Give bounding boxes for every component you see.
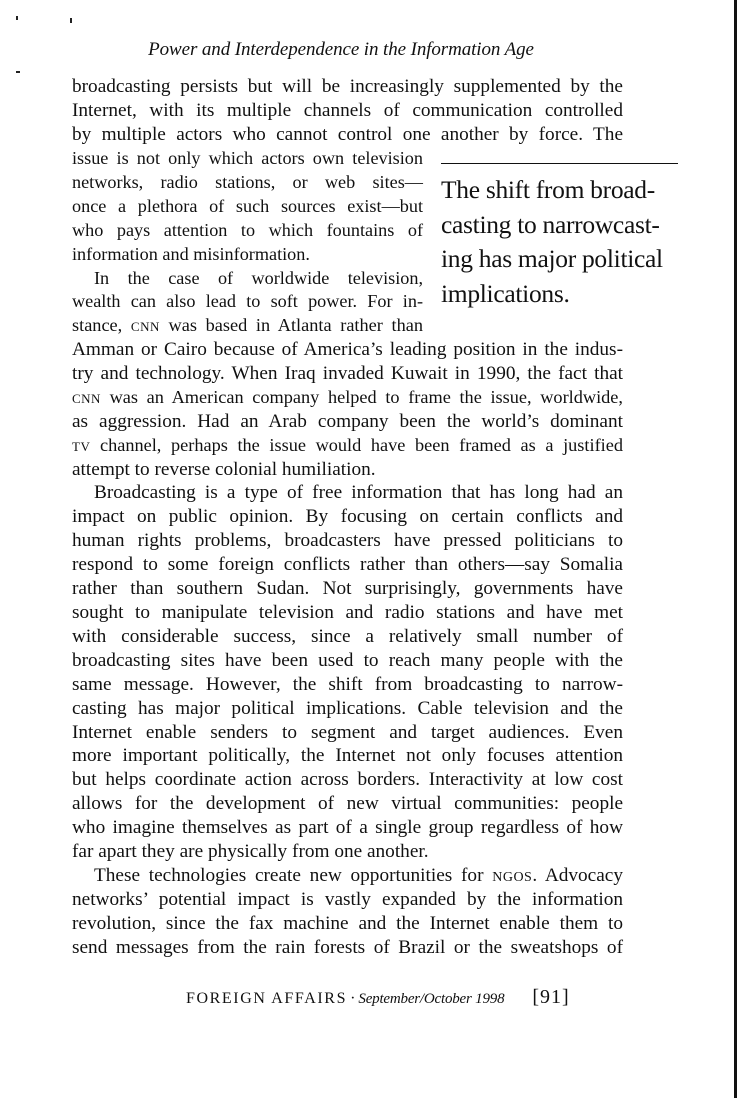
text-line: wealth can also lead to soft power. For in- [72,291,423,312]
text-line: allows for the development of new virtual communities: people [72,793,623,815]
text-line: broadcasting sites have been used to reach many people with the [72,649,623,671]
text-line: cnn was an American company helped to frame the issue, worldwide, [72,386,623,407]
text-line: respond to some foreign conflicts rather than others—say Somalia [72,554,623,576]
text-line: by multiple actors who cannot control one another by force. The [72,123,623,145]
text-line: same message. However, the shift from broadcasting to narrow- [72,673,623,695]
scan-speck [70,18,72,23]
scan-speck [16,71,20,73]
text-line: attempt to reverse colonial humiliation. [72,458,376,480]
text-line: Amman or Cairo because of America’s leading position in the indus- [72,339,623,360]
text-line: impact on public opinion. By focusing on certain conflicts and [72,506,623,528]
pull-quote-line: implications. [441,278,570,308]
text-line: once a plethora of such sources exist—but [72,195,423,216]
text-line: Internet, with its multiple channels of communication controlled [72,99,623,121]
issue-date: September/October 1998 [358,991,505,1007]
body-text-top [72,75,623,147]
journal-name: FOREIGN AFFAIRS [186,990,348,1007]
text-line: try and technology. When Iraq invaded Kuwait in 1990, the fact that [72,362,623,384]
text-line: networks, radio stations, or web sites— [72,171,423,192]
text-line: issue is not only which actors own television [72,148,423,168]
text-line: networks’ potential impact is vastly expanded by the information [72,888,623,910]
text-line: sought to manipulate television and radio stations and have met [72,601,623,623]
text-line: Broadcasting is a type of free information that has long had an [94,482,623,504]
page-footer [186,984,570,1012]
text-line: stance, cnn was based in Atlanta rather than [72,315,423,336]
text-line: who pays attention to which fountains of [72,219,423,240]
text-line: more important politically, the Internet not only focuses attention [72,745,623,767]
text-line: information and misinformation. [72,243,310,264]
text-line: human rights problems, broadcasters have pressed politicians to [72,530,623,552]
text-line: Internet enable senders to segment and target audiences. Even [72,721,623,743]
text-line: who imagine themselves as part of a single group regardless of how [72,817,623,839]
text-line: tv channel, perhaps the issue would have been framed as a justified [72,434,623,455]
pull-quote-rule [441,163,678,164]
pull-quote [441,173,681,311]
footer-separator: · [350,990,356,1007]
text-line: In the case of worldwide television, [94,267,423,288]
body-text-beside-pullquote [72,147,423,338]
pull-quote-line: The shift from broad- [441,175,655,204]
body-text-bottom [72,338,623,960]
pull-quote-line: casting to narrowcast- [441,209,660,239]
text-line: send messages from the rain forests of Brazil or the sweatshops of [72,936,623,958]
text-line: far apart they are physically from one another. [72,841,429,863]
pull-quote-line: ing has major political [441,244,663,273]
text-line: with considerable success, since a relatively small number of [72,625,623,647]
text-line: rather than southern Sudan. Not surprisingly, governments have [72,578,623,600]
text-line: These technologies create new opportunities for ngos. Advocacy [94,864,623,886]
page-number: [91] [532,986,570,1008]
running-head: Power and Interdependence in the Information Age [148,39,534,60]
text-line: casting has major political implications. Cable television and the [72,697,623,719]
text-line: broadcasting persists but will be increasingly supplemented by the [72,76,623,97]
text-line: but helps coordinate action across borders. Interactivity at low cost [72,769,623,791]
text-line: as aggression. Had an Arab company been the world’s dominant [72,410,623,432]
text-line: revolution, since the fax machine and the Internet enable them to [72,912,623,934]
scan-speck [16,16,18,20]
